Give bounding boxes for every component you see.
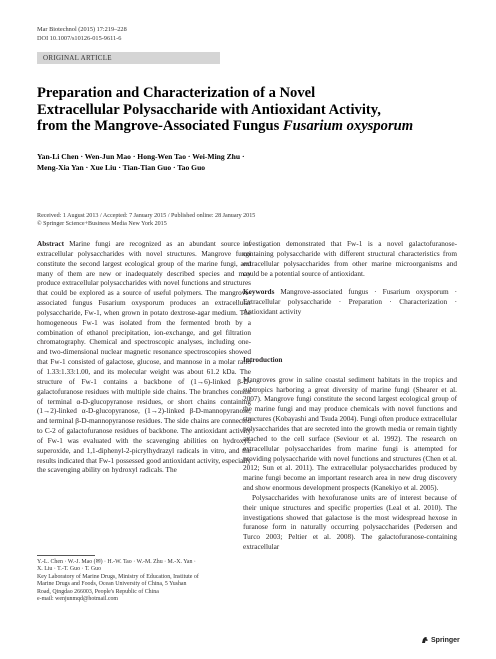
footnote-line-4: Marine Drugs and Foods, Ocean University of China, 5 Yushan bbox=[37, 581, 187, 588]
introduction-paragraph-2: Polysaccharides with hexofuranose units are of interest because of their unique structures and specific properties (Leal et al. 2010). The investigations showed that galactose is the most widespread hexose in furanose form in naturally occurring polysaccharides (Pedersen and Turco 2003; Peltier et al. 2008). The galactofuranose-containing extracellular bbox=[243, 493, 457, 552]
author-affiliation-footnote bbox=[37, 559, 251, 603]
introduction-heading: Introduction bbox=[243, 355, 283, 364]
article-title bbox=[37, 85, 457, 135]
title-line-3 bbox=[37, 118, 457, 135]
keywords-label: Keywords bbox=[243, 288, 275, 297]
footnote-line-5: Road, Qingdao 266003, People's Republic of China bbox=[37, 588, 159, 595]
publisher-name: Springer bbox=[431, 636, 460, 644]
introduction-paragraph-1: Mangroves grow in saline coastal sediment habitats in the tropics and subtropics harboring a great diversity of marine fungi (Shearer et al. 2007). Mangrove fungi constitute the second largest ecological group of the marine fungi and may produce chemicals with novel functions and structures (Kobayashi and Tsuda 2004). Fungi often produce extracellular polysaccharides that are secreted into the growth media or remain tightly attached to the cell surface (Seviour et al. 1992). The research on extracellular polysaccharides from marine fungi is attempted for providing polysaccharide with novel functions and structures (Chen et al. 2012; Sun et al. 2011). The extracellular polysaccharides produced by marine fungi become an important research area in new drug discovery and show enormous development prospects (Kanekiyo et al. 2005). bbox=[243, 375, 457, 493]
footnote-divider bbox=[37, 555, 95, 556]
abstract-label: Abstract bbox=[37, 240, 64, 248]
right-column bbox=[243, 240, 457, 553]
authors-line-1: Yan-Li Chen · Wen-Jun Mao · Hong-Wen Tao · Wei-Ming Zhu · bbox=[37, 152, 245, 161]
journal-header bbox=[37, 26, 127, 43]
dates-line-1: Received: 1 August 2013 / Accepted: 7 January 2015 / Published online: 28 January 2015 bbox=[37, 213, 256, 219]
footnote-line-1: Y.-L. Chen · W.-J. Mao (✉) · H.-W. Tao · W.-M. Zhu · M.-X. Yan · bbox=[37, 559, 196, 565]
title-line-1: Preparation and Characterization of a Novel bbox=[37, 85, 316, 101]
title-line-3-prefix: from the Mangrove-Associated Fungus bbox=[37, 118, 283, 134]
author-list bbox=[37, 152, 457, 173]
publisher-logo bbox=[421, 636, 460, 644]
article-type-banner: ORIGINAL ARTICLE bbox=[37, 52, 220, 64]
journal-citation: Mar Biotechnol (2015) 17:219–228 bbox=[37, 26, 127, 33]
keywords-text: Mangrove-associated fungus · Fusarium oxysporum · Extracellular polysaccharide · Preparation · Characterization · Antioxidant activity bbox=[243, 288, 457, 317]
copyright-line: © Springer Science+Business Media New York 2015 bbox=[37, 221, 167, 228]
title-line-2: Extracellular Polysaccharide with Antioxidant Activity, bbox=[37, 101, 381, 118]
authors-line-2: Meng-Xia Yan · Xue Liu · Tian-Tian Guo · Tao Guo bbox=[37, 162, 206, 172]
keywords-paragraph bbox=[243, 288, 457, 318]
publication-dates bbox=[37, 212, 255, 229]
abstract-paragraph bbox=[37, 240, 251, 476]
footnote-line-2: X. Liu · T.-T. Guo · T. Guo bbox=[37, 566, 102, 573]
title-species: Fusarium oxysporum bbox=[282, 118, 414, 134]
left-column bbox=[37, 240, 251, 476]
journal-doi: DOI 10.1007/s10126-015-9611-6 bbox=[37, 34, 122, 42]
abstract-continuation: investigation demonstrated that Fw-1 is a novel galactofuranose-containing polysaccharide with different structural characteristics from extracellular polysaccharides from other marine microorganisms and could be a potential source of antioxidant. bbox=[243, 240, 457, 278]
footnote-line-3: Key Laboratory of Marine Drugs, Ministry of Education, Institute of bbox=[37, 573, 199, 580]
springer-horse-icon bbox=[421, 636, 429, 644]
abstract-text: Marine fungi are recognized as an abundant source of extracellular polysaccharides with novel structures. Mangrove fungi constitute the second largest ecological group of the marine fungi, and many of them are new or inadequately described species and may produce extracellular polysaccharides with novel functions and structures that could be explored as a source of useful polymers. The mangrove-associated fungus Fusarium oxysporum produces an extracellular polysaccharide, Fw-1, when grown in potato dextrose-agar medium. The homogeneous Fw-1 was isolated from the fermented broth by a combination of ethanol precipitation, ion-exchange, and gel filtration chromatography. Chemical and spectroscopic analyses, including one- and two-dimensional nuclear magnetic resonance spectroscopies showed that Fw-1 consisted of galactose, glucose, and mannose in a molar ratio of 1.33:1.33:1.00, and its molecular weight was about 61.2 kDa. The structure of Fw-1 contains a backbone of (1→6)-linked β-D-galactofuranose residues with multiple side chains. The branches consist of terminal α-D-glucopyranose residues, or short chains containing (1→2)-linked α-D-glucopyranose, (1→2)-linked β-D-mannopyranose, and terminal β-D-mannopyranose residues. The side chains are connected to C-2 of galactofuranose residues of backbone. The antioxidant activity of Fw-1 was evaluated with the scavenging abilities on hydroxyl, superoxide, and 1,1-diphenyl-2-picrylhydrazyl radicals in vitro, and the results indicated that Fw-1 possessed good antioxidant activity, especially the scavenging ability on hydroxyl radicals. The bbox=[37, 240, 251, 475]
author-email[interactable]: e-mail: wenjunmqd@hotmail.com bbox=[37, 596, 119, 603]
